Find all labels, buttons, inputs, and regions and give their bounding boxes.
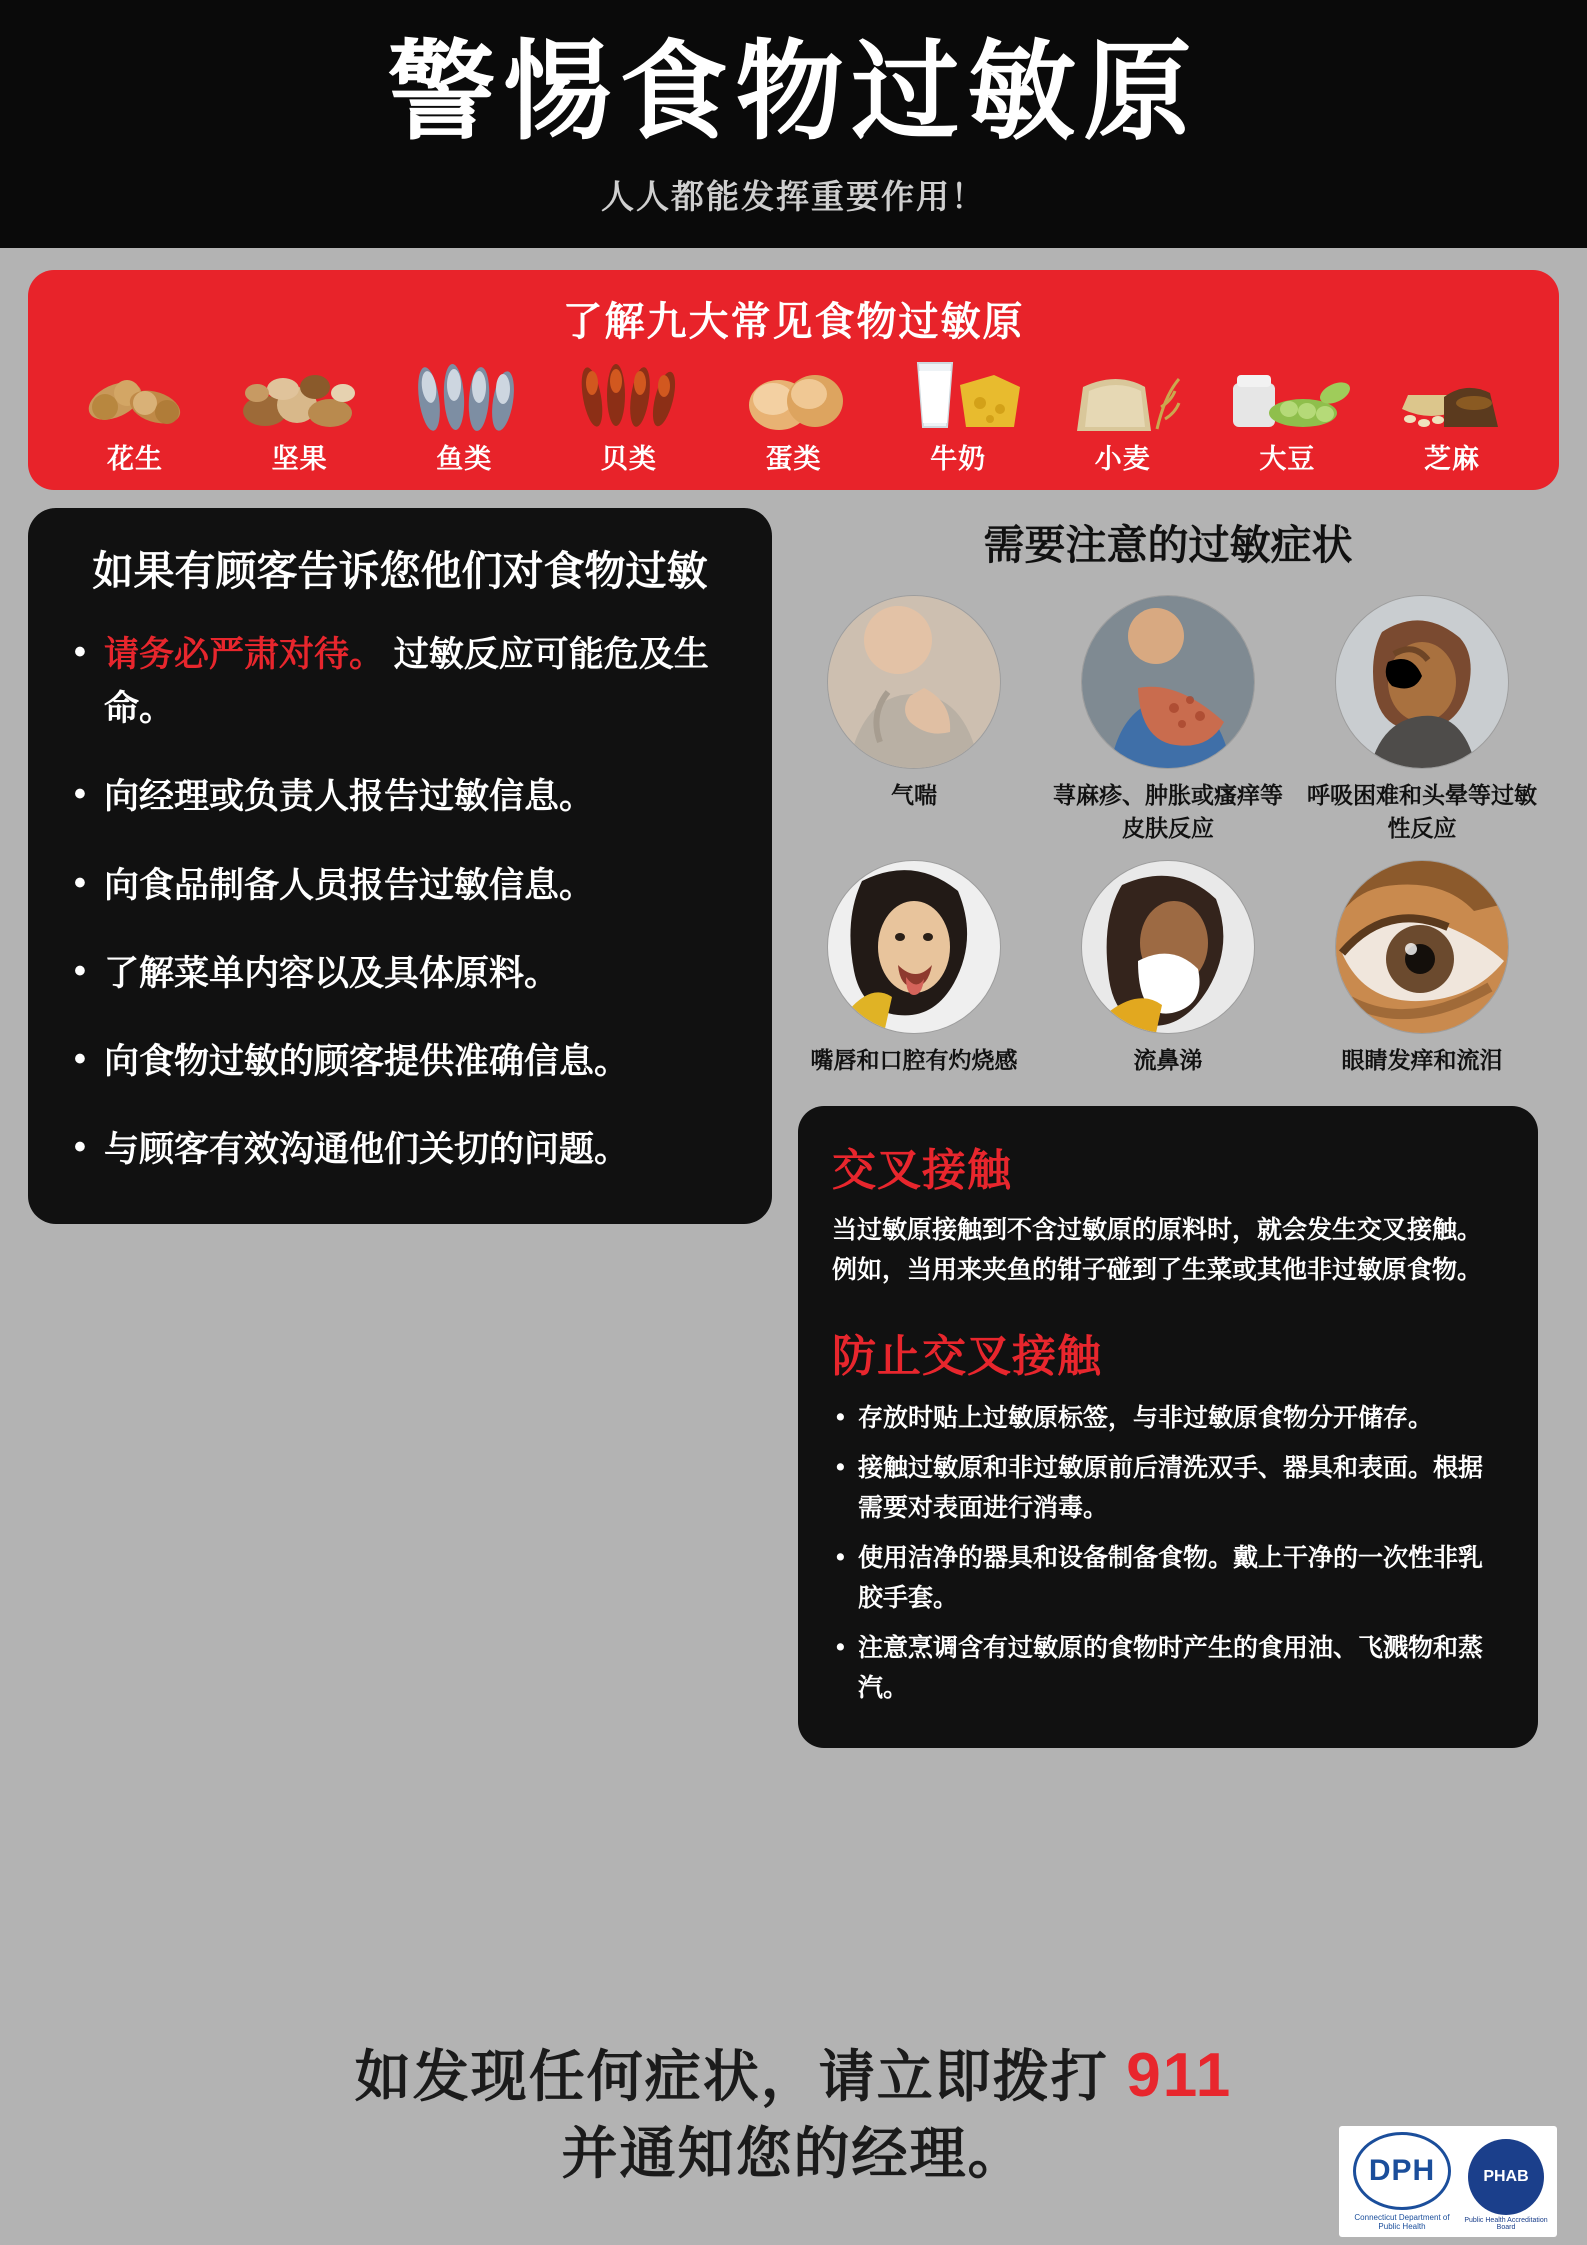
soy-icon-svg (1217, 357, 1357, 433)
allergen-item-shellfish (550, 357, 708, 476)
list-item: • 注意烹调含有过敏原的食物时产生的食用油、飞溅物和蒸汽。 (832, 1628, 1504, 1708)
customer-allergy-tips (68, 628, 732, 1178)
wheat-icon (1044, 357, 1202, 433)
allergen-item-fish (385, 357, 543, 476)
footer-line-1 (0, 2035, 1587, 2117)
footer-line-2: 并通知您的经理。 (561, 2121, 1026, 2185)
list-item (68, 1035, 732, 1089)
left-column (28, 508, 772, 1748)
runny-nose-photo (1081, 860, 1255, 1034)
allergen-label: 蛋类 (765, 444, 822, 475)
footer-logos (1339, 2126, 1557, 2237)
symptom-anaphylaxis (1306, 595, 1538, 843)
symptoms-grid (798, 595, 1538, 1092)
footer-call-text: 如发现任何症状，请立即拨打 (354, 2045, 1127, 2108)
symptom-caption: 气喘 (891, 782, 937, 809)
itchy-eyes-photo (1335, 860, 1509, 1034)
list-item (68, 859, 732, 913)
peanut-icon-svg (75, 363, 195, 433)
allergen-item-egg (715, 357, 873, 476)
symptom-caption: 流鼻涕 (1133, 1046, 1203, 1073)
symptom-runny-nose (1052, 860, 1284, 1076)
phab-sub: Public Health Accreditation Board (1464, 2217, 1548, 2231)
wheezing-photo-svg (828, 596, 1000, 768)
mouth-burning-photo-svg (828, 861, 1000, 1033)
symptom-caption: 荨麻疹、肿胀或瘙痒等皮肤反应 (1053, 782, 1283, 841)
tip-text: 了解菜单内容以及具体原料。 (104, 953, 560, 993)
milk-icon (879, 357, 1037, 433)
symptom-hives (1052, 595, 1284, 843)
main-content (0, 490, 1587, 1748)
list-item (68, 1123, 732, 1177)
list-item (68, 628, 732, 737)
tip-text: 向经理或负责人报告过敏信息。 (104, 777, 595, 817)
fish-icon (385, 357, 543, 433)
allergen-item-peanut (56, 357, 214, 476)
tip-text: 向食品制备人员报告过敏信息。 (104, 865, 595, 905)
cross-contact-card (798, 1106, 1538, 1748)
symptom-caption: 眼睛发痒和流泪 (1341, 1046, 1503, 1073)
allergen-label: 大豆 (1259, 444, 1316, 475)
sesame-icon (1373, 357, 1531, 433)
allergen-item-milk (879, 357, 1037, 476)
allergen-list (38, 357, 1549, 476)
wheat-icon-svg (1053, 357, 1193, 433)
symptom-wheezing (798, 595, 1030, 843)
prevent-cross-contact-heading: 防止交叉接触 (832, 1332, 1102, 1381)
allergen-item-wheat (1044, 357, 1202, 476)
sesame-icon-svg (1382, 357, 1522, 433)
prevent-cross-contact-list (832, 1398, 1504, 1708)
mouth-burning-photo (827, 860, 1001, 1034)
milk-icon-svg (888, 357, 1028, 433)
poster-header (0, 0, 1587, 248)
allergen-band-title: 了解九大常见食物过敏原 (562, 300, 1025, 345)
hives-photo (1081, 595, 1255, 769)
allergen-label: 坚果 (271, 444, 328, 475)
allergen-label: 小麦 (1094, 444, 1151, 475)
page-subtitle: 人人都能发挥重要作用！ (601, 178, 986, 216)
fish-icon-svg (399, 361, 529, 433)
egg-icon-svg (729, 361, 859, 433)
customer-allergy-title: 如果有顾客告诉您他们对食物过敏 (92, 548, 708, 595)
allergen-item-sesame (1373, 357, 1531, 476)
allergen-label: 芝麻 (1424, 444, 1480, 475)
dph-sub: Connecticut Department of Public Health (1354, 2212, 1450, 2231)
symptom-caption: 嘴唇和口腔有灼烧感 (810, 1046, 1018, 1073)
anaphylaxis-photo-svg (1336, 596, 1508, 768)
customer-allergy-card (28, 508, 772, 1223)
allergen-label: 贝类 (600, 444, 657, 475)
wheezing-photo (827, 595, 1001, 769)
dph-logo (1347, 2132, 1457, 2231)
emergency-number: 911 (1126, 2041, 1233, 2110)
poster-footer (0, 2035, 1587, 2245)
anaphylaxis-photo (1335, 595, 1509, 769)
list-item (68, 947, 732, 1001)
allergen-label: 牛奶 (930, 444, 987, 475)
page-title: 警惕食物过敏原 (387, 31, 1200, 152)
symptom-mouth-burning (798, 860, 1030, 1076)
symptom-caption: 呼吸困难和头晕等过敏性反应 (1307, 782, 1537, 841)
tip-text: 与顾客有效沟通他们关切的问题。 (104, 1130, 630, 1170)
allergen-label: 鱼类 (436, 444, 493, 475)
soy-icon (1208, 357, 1366, 433)
list-item: • 使用洁净的器具和设备制备食物。戴上干净的一次性非乳胶手套。 (832, 1538, 1504, 1618)
cross-contact-heading: 交叉接触 (832, 1146, 1012, 1195)
right-column (798, 508, 1538, 1748)
runny-nose-photo-svg (1082, 861, 1254, 1033)
egg-icon (715, 357, 873, 433)
allergen-item-tree-nuts (221, 357, 379, 476)
tip-text: 过敏反应可能危及生命。 (104, 634, 709, 729)
tip-text: 向食物过敏的顾客提供准确信息。 (104, 1042, 630, 1082)
itchy-eyes-photo-svg (1336, 861, 1508, 1033)
tip-highlight: 请务必严肃对待。 (104, 634, 385, 674)
list-item: • 接触过敏原和非过敏原前后清洗双手、器具和表面。根据需要对表面进行消毒。 (832, 1448, 1504, 1528)
symptom-itchy-eyes (1306, 860, 1538, 1076)
phab-abbr: PHAB (1468, 2139, 1544, 2215)
symptoms-title: 需要注意的过敏症状 (983, 522, 1353, 569)
list-item (68, 770, 732, 824)
dph-abbr: DPH (1353, 2132, 1451, 2210)
allergen-band (28, 270, 1559, 490)
phab-logo (1463, 2139, 1549, 2231)
allergen-label: 花生 (107, 444, 163, 475)
tree-nuts-icon-svg (235, 363, 365, 433)
list-item: • 存放时贴上过敏原标签，与非过敏原食物分开储存。 (832, 1398, 1504, 1438)
allergen-item-soy (1208, 357, 1366, 476)
shellfish-icon-svg (564, 361, 694, 433)
cross-contact-body: 当过敏原接触到不含过敏原的原料时，就会发生交叉接触。例如，当用来夹鱼的钳子碰到了生菜或其他非过敏原食物。 (832, 1216, 1483, 1284)
hives-photo-svg (1082, 596, 1254, 768)
shellfish-icon (550, 357, 708, 433)
peanut-icon (56, 357, 214, 433)
tree-nuts-icon (221, 357, 379, 433)
